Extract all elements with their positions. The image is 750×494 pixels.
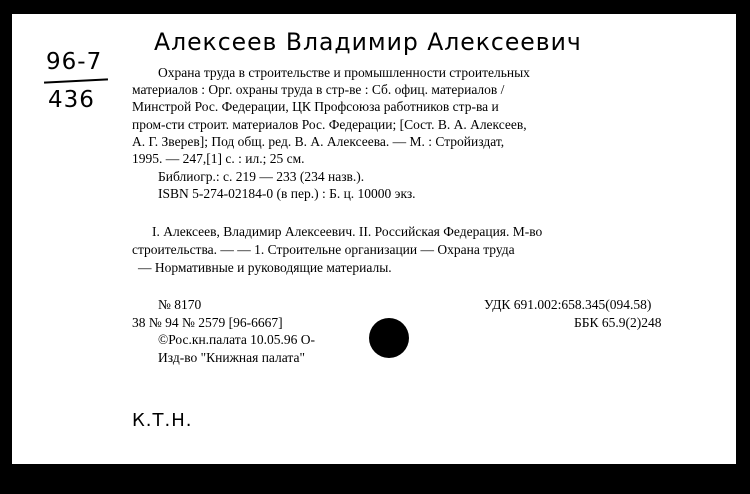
registration-line: 38 № 94 № 2579 [96-6667] — [132, 315, 283, 330]
body-line: 1995. — 247,[1] с. : ил.; 25 см. — [132, 151, 305, 166]
handwritten-author: Алексеев Владимир Алексеевич — [154, 28, 582, 56]
body-line: пром-сти строит. материалов Рос. Федерации; [Сост. В. А. Алексеев, — [132, 117, 527, 132]
handwritten-call-top: 96-7 — [46, 49, 103, 75]
udk-code: УДК 691.002:658.345(094.58) — [484, 297, 652, 312]
tracing-line: строительства. — — 1. Строительне организации — Охрана труда — [132, 242, 515, 257]
card-punch-hole — [369, 318, 409, 358]
tracing-line: — Нормативные и руководящие материалы. — [138, 260, 392, 275]
handwritten-call-bottom: 436 — [48, 87, 95, 113]
handwritten-note: К.Т.Н. — [132, 410, 193, 431]
publisher-line: Изд-во "Книжная палата" — [158, 350, 305, 365]
copyright-line: ©Рос.кн.палата 10.05.96 О- — [158, 332, 316, 347]
frame-left — [0, 0, 12, 494]
body-line: Минстрой Рос. Федерации, ЦК Профсоюза работников стр-ва и — [132, 99, 499, 114]
body-line: Охрана труда в строительстве и промышленности строительных — [158, 65, 530, 80]
body-line: материалов : Орг. охраны труда в стр-ве : Сб. офиц. материалов / — [132, 82, 505, 97]
frame-right — [736, 0, 750, 494]
record-number: № 8170 — [158, 297, 202, 312]
body-line: А. Г. Зверев]; Под общ. ред. В. А. Алексеева. — М. : Стройиздат, — [132, 134, 505, 149]
body-line: Библиогр.: с. 219 — 233 (234 назв.). — [158, 169, 365, 184]
bbk-code: ББК 65.9(2)248 — [574, 315, 662, 330]
tracing-line: I. Алексеев, Владимир Алексеевич. II. Российская Федерация. М-во — [152, 224, 543, 239]
body-line: ISBN 5-274-02184-0 (в пер.) : Б. ц. 10000 экз. — [158, 186, 416, 201]
